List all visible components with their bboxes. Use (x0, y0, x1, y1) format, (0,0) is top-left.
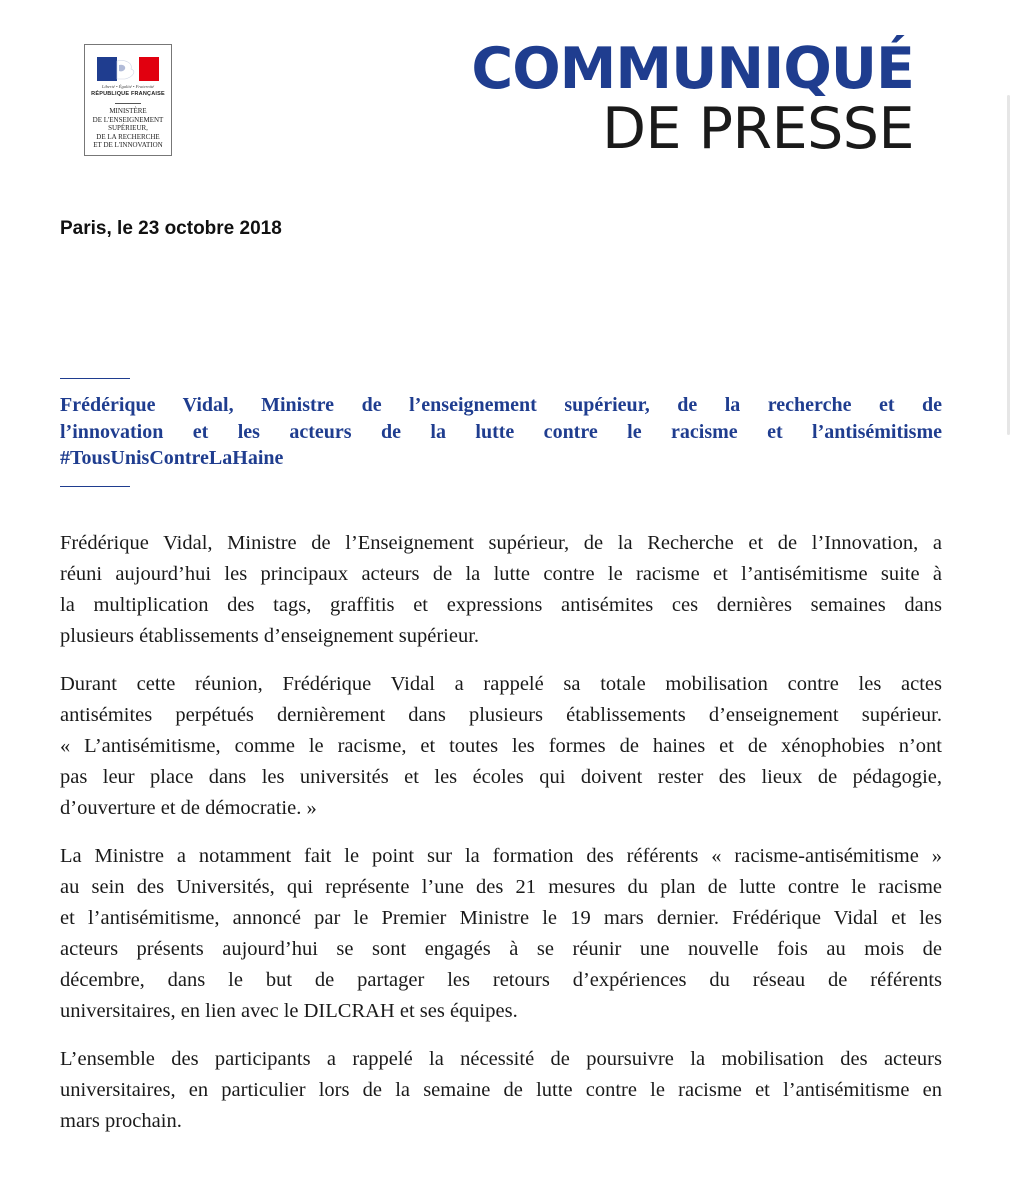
body-line: « L’antisémitisme, comme le racisme, et toutes les formes de haines et de xénophobies n’ont (60, 735, 942, 757)
body-line: pas leur place dans les universités et les écoles qui doivent rester des lieux de pédagogie, (60, 766, 942, 788)
ministry-line: ET DE L'INNOVATION (93, 141, 163, 149)
headline-separator-top (60, 378, 130, 379)
body-line: mars prochain. (60, 1110, 182, 1132)
body-line: acteurs présents aujourd’hui se sont engagés à se réunir une nouvelle fois au mois de (60, 938, 942, 960)
ministry-line: MINISTÈRE (109, 107, 147, 115)
press-release-subtitle: DE PRESSE (602, 96, 914, 162)
body-line: réuni aujourd’hui les principaux acteurs de la lutte contre le racisme et l’antisémitisme suite à (60, 563, 942, 585)
press-release-body (60, 528, 942, 1154)
body-line: d’ouverture et de démocratie. » (60, 797, 317, 819)
body-line: La Ministre a notamment fait le point sur la formation des référents « racisme-antisémitisme » (60, 845, 942, 867)
body-line: au sein des Universités, qui représente l’une des 21 mesures du plan de lutte contre le racisme (60, 876, 942, 898)
body-line: plusieurs établissements d’enseignement supérieur. (60, 625, 480, 647)
body-line: universitaires, en lien avec le DILCRAH et ses équipes. (60, 1000, 518, 1022)
headline-hashtag: #TousUnisContreLaHaine (60, 447, 284, 469)
paragraph (60, 841, 942, 1027)
logo-divider (115, 103, 141, 104)
press-release-title: COMMUNIQUÉ (471, 36, 914, 102)
ministry-line: SUPÉRIEUR, (108, 124, 148, 132)
paragraph (60, 669, 942, 824)
paragraph (60, 528, 942, 652)
ministry-line: DE L'ENSEIGNEMENT (92, 115, 164, 124)
headline-line: l’innovation et les acteurs de la lutte contre le racisme et l’antisémitisme (60, 420, 942, 443)
body-line: antisémites perpétués dernièrement dans plusieurs établissements d’enseignement supérieur. (60, 704, 942, 726)
marianne-emblem-icon (97, 55, 159, 83)
headline (60, 392, 942, 472)
paragraph (60, 1044, 942, 1137)
republic-motto: Liberté • Égalité • Fraternité (101, 84, 155, 89)
body-line: et l’antisémitisme, annoncé par le Premier Ministre le 19 mars dernier. Frédérique Vidal et les (60, 907, 942, 929)
dateline: Paris, le 23 octobre 2018 (60, 218, 282, 239)
headline-separator-bottom (60, 486, 130, 487)
body-line: décembre, dans le but de partager les retours d’expériences du réseau de référents (60, 969, 942, 991)
body-line: la multiplication des tags, graffitis et expressions antisémites ces dernières semaines dans (60, 594, 942, 616)
ministry-line: DE LA RECHERCHE (96, 132, 160, 141)
body-line: L’ensemble des participants a rappelé la nécessité de poursuivre la mobilisation des acteurs (60, 1048, 942, 1070)
ministry-logo (84, 44, 172, 156)
page-edge-scrollbar (1007, 95, 1010, 435)
body-line: universitaires, en particulier lors de la semaine de lutte contre le racisme et l’antisémitisme en (60, 1079, 942, 1101)
headline-line: Frédérique Vidal, Ministre de l’enseignement supérieur, de la recherche et de (60, 394, 942, 416)
republic-label: RÉPUBLIQUE FRANÇAISE (91, 91, 165, 97)
body-line: Durant cette réunion, Frédérique Vidal a rappelé sa totale mobilisation contre les actes (60, 673, 942, 695)
ministry-name (85, 107, 171, 150)
body-line: Frédérique Vidal, Ministre de l’Enseignement supérieur, de la Recherche et de l’Innovation, a (60, 532, 942, 554)
